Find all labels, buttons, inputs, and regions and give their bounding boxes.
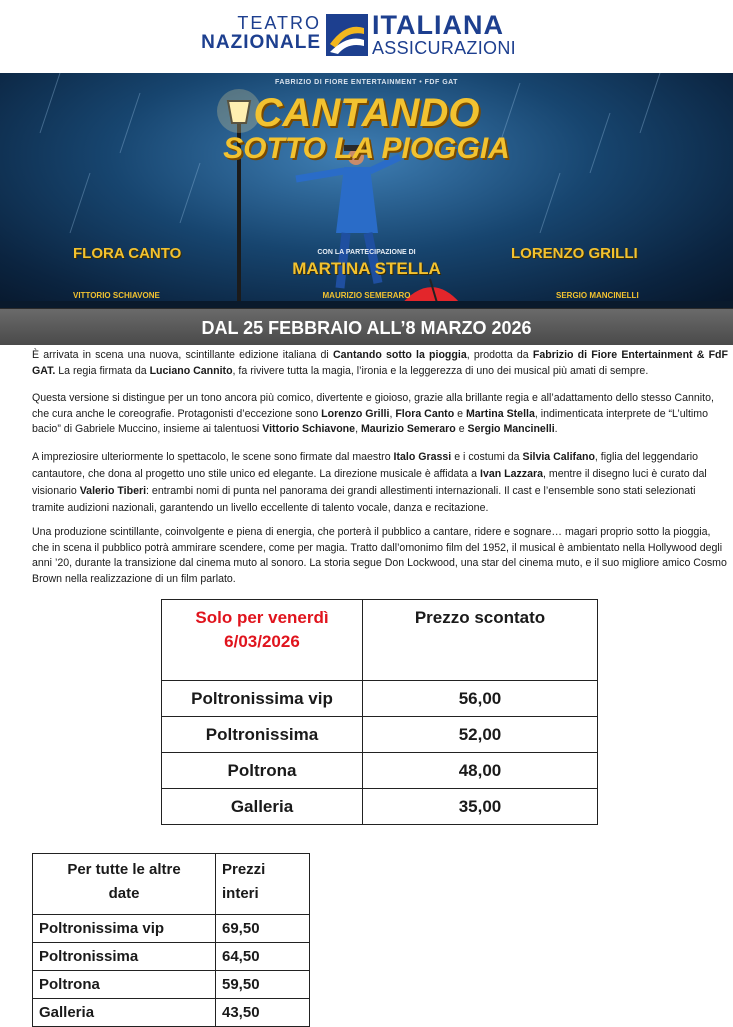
teatro-logo-line1: TEATRO <box>237 13 321 33</box>
full-table-header <box>33 854 310 915</box>
italiana-assicurazioni-logo <box>372 12 516 58</box>
p3-scenographer: Italo Grassi <box>393 451 452 463</box>
table-row <box>162 717 598 753</box>
p2-actor-schiavone: Vittorio Schiavone <box>262 423 356 435</box>
p4-text: Una produzione scintillante, coinvolgente e piena di energia, che porterà il pubblico a cantare, ridere e sognare… magari proprio sotto la pioggia, che in scena il pubblico potrà ammirare scendere, come per magia. Tratto dall’omonimo film del 1952, il musical è ambientato nella Hollywood degli anni ’20, durante la transizione dal cinema muto al sonoro. La storia segue Don Lockwood, una star del cinema muto, e il suo migliore amico Cosmo Brown nella realizzazione di un film parlato. <box>32 526 727 585</box>
discount-price-table <box>161 599 598 825</box>
seat-price: 69,50 <box>216 915 310 943</box>
seat-category: Galleria <box>162 789 363 825</box>
p1-text-e: La regia firmata da <box>55 364 150 377</box>
full-date-header-line1: Per tutte le altre <box>67 861 181 878</box>
seat-price: 35,00 <box>363 789 598 825</box>
p2-actor-semeraro: Maurizio Semeraro <box>360 423 456 435</box>
seat-category: Poltrona <box>162 753 363 789</box>
show-title-line2: SOTTO LA PIOGGIA <box>223 132 510 165</box>
paragraph-intro <box>32 348 728 379</box>
table-row <box>162 789 598 825</box>
discount-price-header: Prezzo scontato <box>363 600 598 681</box>
italiana-logo-line2: ASSICURAZIONI <box>372 38 516 58</box>
lead-actor-right: LORENZO GRILLI <box>511 245 638 262</box>
p1-text-a: È arrivata in scena una nuova, scintillante edizione italiana di <box>32 349 333 361</box>
seat-price: 59,50 <box>216 971 310 999</box>
p2-actor-mancinelli: Sergio Mancinelli <box>467 423 555 435</box>
full-date-header <box>33 854 216 915</box>
seat-price: 56,00 <box>363 681 598 717</box>
p2-sep-1: , <box>389 407 396 420</box>
lead-actor-left: FLORA CANTO <box>73 245 182 262</box>
p2-sep-3: , <box>355 423 361 435</box>
seat-category: Poltronissima <box>162 717 363 753</box>
table-row <box>162 753 598 789</box>
paragraph-synopsis <box>32 525 728 587</box>
full-price-header-line1: Prezzi <box>222 861 266 878</box>
seat-category: Poltronissima <box>33 943 216 971</box>
page-header <box>0 0 733 72</box>
p3-text-g: , mentre il disegno luci è curato dal visionario <box>32 468 707 497</box>
date-range: DAL 25 FEBBRAIO ALL’8 MARZO 2026 <box>201 318 532 338</box>
p2-text-a: Questa versione si distingue per un tono ancora più comico, divertente e gioioso, grazie alla brillante regia e all’adattamento dello stesso Cannito, che cura anche le coreografie. Protagonisti d’eccezione sono <box>32 392 714 420</box>
p1-show-name: Cantando sotto la pioggia <box>332 349 467 361</box>
italiana-assicurazioni-logo-icon <box>326 14 368 56</box>
table-row <box>33 999 310 1027</box>
p2-actor-canto: Flora Canto <box>395 407 455 420</box>
paragraph-crew <box>32 449 728 517</box>
seat-price: 52,00 <box>363 717 598 753</box>
date-bar <box>0 308 733 345</box>
teatro-nazionale-logo <box>195 14 321 52</box>
p3-lighting-designer: Valerio Tiberi <box>79 485 147 497</box>
seat-category: Poltronissima vip <box>162 681 363 717</box>
p1-producer: Fabrizio di Fiore Entertainment & FdF GAT. <box>32 349 728 377</box>
paragraph-cast <box>32 391 728 438</box>
italiana-logo-line1: ITALIANA <box>372 10 504 40</box>
show-banner <box>0 73 733 308</box>
p2-text-g: , indimenticata interprete de “L’ultimo bacio” di Gabriele Muccino, insieme ai talentuosi <box>32 407 708 435</box>
discount-date-header <box>162 600 363 681</box>
table-row <box>162 681 598 717</box>
full-price-table <box>32 853 310 1027</box>
table-row <box>33 943 310 971</box>
p1-text-g: , fa rivivere tutta la magia, l’ironia e la leggerezza di uno dei musical più amati di sempre. <box>232 364 649 377</box>
p1-director: Luciano Cannito <box>149 364 233 377</box>
seat-category: Poltronissima vip <box>33 915 216 943</box>
special-guest: MARTINA STELLA <box>292 259 441 278</box>
show-title-line1: CANTANDO <box>253 91 480 135</box>
teatro-logo-line2: NAZIONALE <box>201 32 321 53</box>
supporting-actor-2: MAURIZIO SEMERARO <box>322 291 411 300</box>
supporting-actor-3: SERGIO MANCINELLI <box>556 291 639 300</box>
p3-text-c: e i costumi da <box>451 451 523 463</box>
supporting-actor-1: VITTORIO SCHIAVONE <box>73 291 160 300</box>
p3-text-a: A impreziosire ulteriormente lo spettacolo, le scene sono firmate dal maestro <box>32 451 394 463</box>
discount-date-header-line2: 6/03/2026 <box>224 632 300 651</box>
seat-category: Galleria <box>33 999 216 1027</box>
p2-actor-stella: Martina Stella <box>465 407 535 420</box>
seat-price: 48,00 <box>363 753 598 789</box>
full-price-header <box>216 854 310 915</box>
show-title <box>0 91 733 167</box>
p3-costume-designer: Silvia Califano <box>522 451 595 463</box>
producer-credit: FABRIZIO DI FIORE ENTERTAINMENT • FDF GAT <box>275 79 458 86</box>
discount-date-header-line1: Solo per venerdì <box>195 608 329 627</box>
p3-music-director: Ivan Lazzara <box>480 468 544 480</box>
p1-text-c: , prodotta da <box>466 349 533 361</box>
p2-actor-grilli: Lorenzo Grilli <box>321 407 390 420</box>
p3-text-e: , figlia del leggendario cantautore, che dona al progetto uno stile unico ed elegante. La direzione musicale è affidata a <box>32 451 698 480</box>
table-row <box>33 915 310 943</box>
table-row <box>33 971 310 999</box>
p2-end: . <box>554 423 558 435</box>
p3-text-i: : entrambi nomi di punta nel panorama dei grandi allestimenti internazionali. Il cast e l’ensemble sono stati selezionati tramite audizioni nazionali, garantendo un livello eccellente di talento vocale, danza e recitazione. <box>32 485 696 514</box>
full-date-header-line2: date <box>108 885 140 902</box>
seat-category: Poltrona <box>33 971 216 999</box>
full-price-header-line2: interi <box>222 885 259 902</box>
participation-label: CON LA PARTECIPAZIONE DI <box>317 249 416 256</box>
p2-sep-2: e <box>454 407 466 420</box>
seat-price: 43,50 <box>216 999 310 1027</box>
p2-sep-4: e <box>455 423 468 435</box>
discount-table-header <box>162 600 598 681</box>
seat-price: 64,50 <box>216 943 310 971</box>
